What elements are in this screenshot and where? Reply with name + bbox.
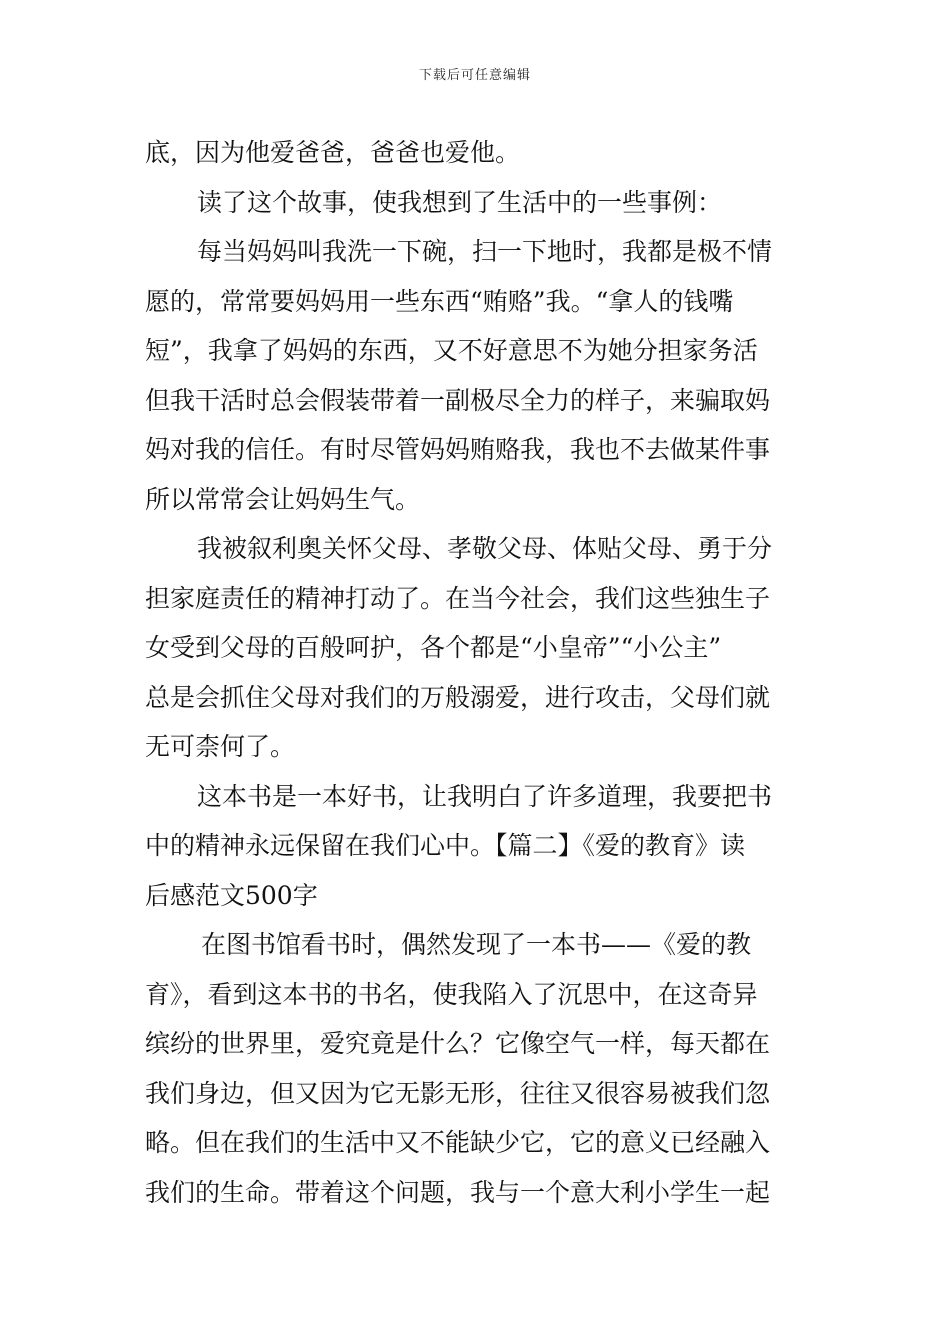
text-line: 短”，我拿了妈妈的东西，又不好意思不为她分担家务活 [145,336,758,365]
text-line: 每当妈妈叫我洗一下碗，扫一下地时，我都是极不情 [197,237,773,266]
text-line: 育》，看到这本书的书名，使我陷入了沉思中，在这奇异 [145,979,758,1009]
text-line: 无可柰何了。 [145,732,296,761]
text-line: 缤纷的世界里，爱究竟是什么？它像空气一样，每天都在 [145,1029,771,1058]
text-line: 愿的，常常要妈妈用一些东西“贿赂”我。“拿人的钱嘴 [145,286,734,316]
text-line: 总是会抓住父母对我们的万般溺爱，进行攻击，父母们就 [145,682,771,712]
document-body [145,128,825,1217]
text-line: 妈对我的信任。有时尽管妈妈贿赂我，我也不去做某件事 [145,435,771,464]
text-line: 略。但在我们的生活中又不能缺少它，它的意义已经融入 [145,1128,771,1157]
text-line: 后感范文500字 [145,880,318,910]
page-header-note: 下载后可任意编辑 [418,68,531,83]
text-line: 所以常常会让妈妈生气。 [145,484,421,514]
text-line: 但我干活时总会假装带着一副极尽全力的样子，来骗取妈 [145,385,771,415]
text-line: 我被叙利奥关怀父母、孝敬父母、体贴父母、勇于分 [197,534,773,563]
text-line: 在图书馆看书时，偶然发现了一本书——《爱的教 [201,930,752,959]
text-line: 我们的生命。带着这个问题，我与一个意大利小学生一起 [145,1177,771,1207]
text-line: 底，因为他爱爸爸，爸爸也爱他。 [145,138,521,167]
text-line: 女受到父母的百般呵护，各个都是“小皇帝”“小公主” [145,633,722,662]
text-line: 这本书是一本好书，让我明白了许多道理，我要把书 [197,781,773,811]
text-line: 我们身边，但又因为它无影无形，往往又很容易被我们忽 [145,1078,771,1108]
text-line: 中的精神永远保留在我们心中。【篇二】《爱的教育》读 [145,831,746,860]
text-line: 担家庭责任的精神打动了。在当今社会，我们这些独生子 [145,583,771,613]
text-line: 读了这个故事，使我想到了生活中的一些事例： [197,187,723,217]
